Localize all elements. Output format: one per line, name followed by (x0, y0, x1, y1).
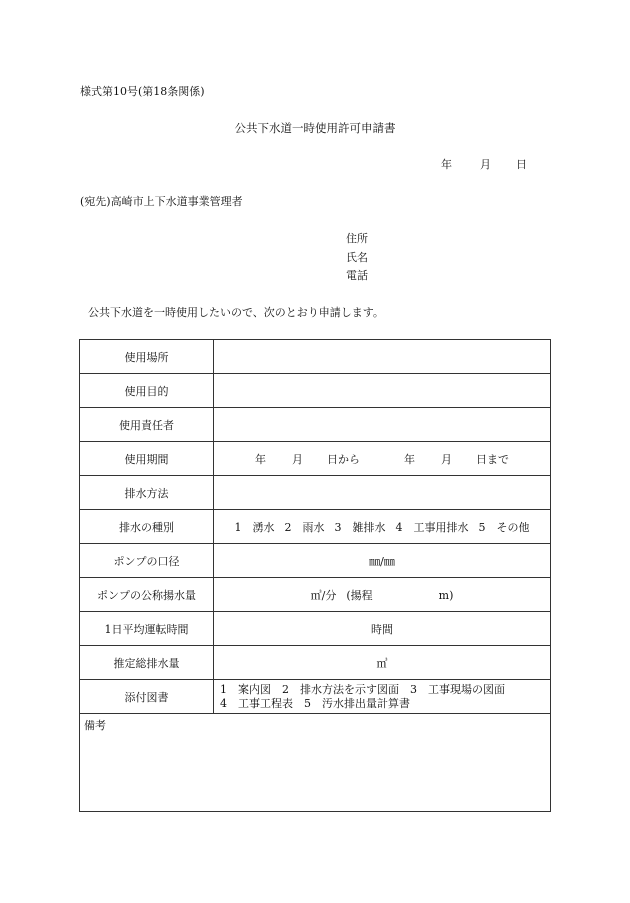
remarks-label: 備考 (84, 719, 106, 732)
pump-capacity-label: ポンプの公称揚水量 (80, 578, 214, 612)
usage-period-field[interactable] (214, 442, 551, 476)
drainage-option[interactable]: 4 工事用排水 (395, 520, 469, 534)
drainage-type-label: 排水の種別 (80, 510, 214, 544)
table-row (80, 714, 551, 812)
table-row (80, 646, 551, 680)
period-from-month: 月 (292, 452, 303, 466)
date-month: 月 (480, 158, 491, 171)
period-to-day: 日まで (476, 452, 509, 466)
applicant-name-label: 氏名 (346, 250, 368, 264)
attachments-line-1: 1 案内図 2 排水方法を示す図面 3 工事現場の図面 (220, 682, 505, 696)
applicant-block (346, 230, 368, 286)
table-row (80, 476, 551, 510)
daily-hours-label: 1日平均運転時間 (80, 612, 214, 646)
estimated-total-label: 推定総排水量 (80, 646, 214, 680)
pump-diameter-label: ポンプの口径 (80, 544, 214, 578)
drainage-option[interactable]: 5 その他 (478, 520, 530, 534)
usage-period-label: 使用期間 (80, 442, 214, 476)
application-date (441, 156, 527, 172)
table-row (80, 612, 551, 646)
estimated-total-field[interactable]: ㎥ (214, 646, 551, 680)
usage-purpose-label: 使用目的 (80, 374, 214, 408)
attachments-line-2: 4 工事工程表 5 汚水排出量計算書 (220, 696, 410, 710)
period-from-day: 日から (327, 452, 360, 466)
drainage-option[interactable]: 3 雑排水 (334, 520, 386, 534)
drainage-method-field[interactable] (214, 476, 551, 510)
application-table (79, 339, 551, 812)
addressee: (宛先)高崎市上下水道事業管理者 (80, 195, 243, 208)
period-from-year: 年 (255, 452, 266, 466)
drainage-type-options[interactable] (214, 510, 551, 544)
drainage-method-label: 排水方法 (80, 476, 214, 510)
table-row (80, 680, 551, 714)
date-year: 年 (441, 158, 452, 171)
pump-capacity-field[interactable] (214, 578, 551, 612)
pump-diameter-field[interactable]: ㎜/㎜ (214, 544, 551, 578)
period-to-year: 年 (404, 452, 415, 466)
table-row (80, 578, 551, 612)
applicant-address-label: 住所 (346, 232, 368, 245)
responsible-person-field[interactable] (214, 408, 551, 442)
responsible-person-label: 使用責任者 (80, 408, 214, 442)
page-title: 公共下水道一時使用許可申請書 (234, 121, 396, 135)
pump-head-label: (揚程 (346, 588, 373, 602)
daily-hours-field[interactable]: 時間 (214, 612, 551, 646)
usage-purpose-field[interactable] (214, 374, 551, 408)
usage-location-field[interactable] (214, 340, 551, 374)
usage-location-label: 使用場所 (80, 340, 214, 374)
pump-head-unit: m) (438, 588, 454, 602)
table-row (80, 544, 551, 578)
date-day: 日 (516, 158, 527, 171)
form-number: 様式第10号(第18条関係) (80, 85, 205, 98)
table-row (80, 374, 551, 408)
remarks-field[interactable] (80, 714, 551, 812)
table-row (80, 442, 551, 476)
attachments-label: 添付図書 (80, 680, 214, 714)
table-row (80, 340, 551, 374)
intro-statement: 公共下水道を一時使用したいので、次のとおり申請します。 (88, 306, 384, 319)
table-row (80, 510, 551, 544)
pump-capacity-unit: ㎥/分 (310, 588, 337, 602)
drainage-option[interactable]: 1 湧水 (234, 520, 275, 534)
attachments-field[interactable] (214, 680, 551, 714)
period-to-month: 月 (441, 452, 452, 466)
drainage-option[interactable]: 2 雨水 (284, 520, 325, 534)
applicant-phone-label: 電話 (346, 269, 368, 282)
table-row (80, 408, 551, 442)
